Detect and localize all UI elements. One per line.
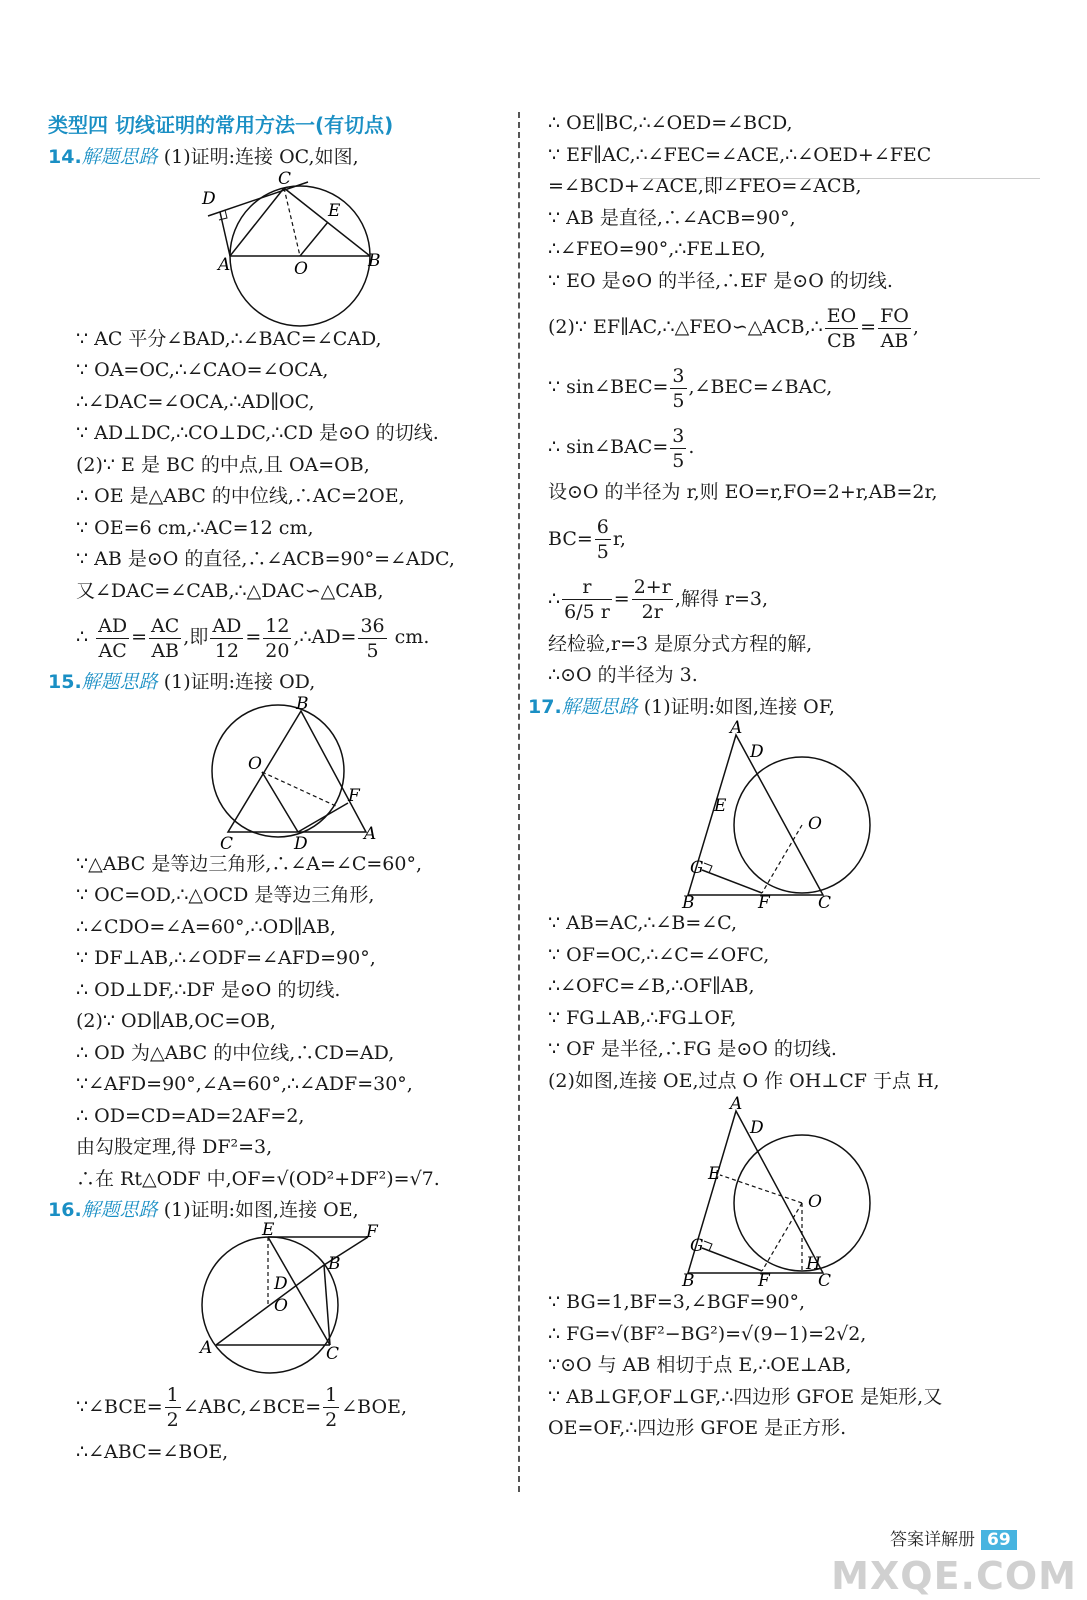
q14-figure: [198, 168, 381, 324]
q17-line3-1: ∴ FG=√(BF²−BG²)=√(9−1)=2√2,: [548, 1322, 867, 1345]
q17-fig2-E: E: [708, 1164, 721, 1184]
q16-p2-eq: =: [860, 316, 877, 338]
q15-line-5: ∴ OD⊥DF,∴DF 是⊙O 的切线.: [76, 978, 341, 1001]
q17-fig2-A: A: [730, 1094, 743, 1114]
q16-label: 解题思路: [81, 1199, 158, 1221]
q14-final-unit: cm.: [388, 626, 430, 648]
q14-fig-B: B: [368, 250, 381, 271]
q17-fig2-O: O: [808, 1192, 822, 1212]
q17-fig2-D: D: [750, 1118, 764, 1138]
q15-figure: [198, 693, 398, 854]
q15-label: 解题思路: [81, 671, 158, 693]
q16-eqn-end: ,解得 r=3,: [674, 587, 769, 610]
q16-fig-O: O: [274, 1295, 288, 1316]
q17-line3-3: ∵ AB⊥GF,OF⊥GF,∴四边形 GFOE 是矩形,又: [548, 1385, 943, 1408]
q15-fig-A: A: [364, 823, 377, 844]
q17-heading: [528, 692, 1048, 724]
q16-number: 16.: [48, 1199, 82, 1221]
q14-frac-4-num: 12: [265, 614, 290, 637]
q17-line2-4: ∵ OF 是半径,∴FG 是⊙O 的切线.: [548, 1038, 837, 1060]
q16-bc-end: r,: [612, 527, 626, 550]
q17-fig2-F: F: [758, 1271, 770, 1291]
footer-text: 答案详解册: [890, 1530, 975, 1550]
q16-p2-frac-2: [878, 304, 911, 353]
q17-line3-0: ∵ BG=1,BF=3,∠BGF=90°,: [548, 1291, 806, 1313]
q16-sin1: [548, 357, 1048, 417]
q17-fig2-G: G: [690, 1236, 704, 1256]
q14-line-1: ∵ AC 平分∠BAD,∴∠BAC=∠CAD,: [76, 327, 382, 350]
q16-eqn-pre: ∴: [548, 587, 561, 610]
q14-frac-5-den: 5: [366, 639, 379, 662]
q17-line2-5: (2)如图,连接 OE,过点 O 作 OH⊥CF 于点 H,: [548, 1069, 940, 1092]
q16-bc-frac: [595, 515, 611, 564]
q14-line-6: ∴ OE 是△ABC 的中位线,∴AC=2OE,: [76, 485, 405, 507]
q16-fig-F: F: [366, 1221, 378, 1242]
q14-number: 14.: [48, 146, 82, 168]
q14-heading: [48, 142, 498, 174]
q16-after-1: ∴⊙O 的半径为 3.: [548, 664, 698, 686]
q14-final-ji: ,即: [183, 626, 209, 648]
q14-line-0: (1)证明:连接 OC,如图,: [163, 146, 359, 168]
q14-line-3: ∴∠DAC=∠OCA,∴AD∥OC,: [76, 390, 315, 413]
q15-line-4: ∵ DF⊥AB,∴∠ODF=∠AFD=90°,: [76, 947, 376, 969]
q16-fig-C: C: [326, 1343, 340, 1364]
q16-fig-B: B: [328, 1253, 341, 1274]
q15-line-11: ∴在 Rt△ODF 中,OF=√(OD²+DF²)=√7.: [76, 1167, 440, 1190]
q16-fig-E: E: [262, 1219, 275, 1240]
q17-number: 17.: [528, 695, 562, 718]
q16-bce-frac-1-den: 2: [166, 1409, 179, 1431]
q16-p2: [548, 297, 1048, 357]
q17-line3-4: OE=OF,∴四边形 GFOE 是正方形.: [548, 1417, 847, 1439]
q15-line-6: (2)∵ OD∥AB,OC=OB,: [76, 1010, 276, 1032]
q14-fig-C: C: [278, 168, 292, 189]
q17-fig2-C: C: [818, 1271, 832, 1291]
q17-fig1-O: O: [808, 814, 822, 834]
q17-fig1-D: D: [750, 742, 764, 762]
q17-fig1-F: F: [758, 893, 770, 913]
q16-sin1-den: 5: [672, 389, 685, 412]
q16-set: 设⊙O 的半径为 r,则 EO=r,FO=2+r,AB=2r,: [548, 481, 938, 503]
q14-frac-4-den: 20: [265, 639, 290, 662]
q16-figure: [198, 1219, 408, 1377]
q16-sin1-frac: [670, 364, 686, 413]
q17-line2-0: ∵ AB=AC,∴∠B=∠C,: [548, 912, 738, 934]
q17-line-0: (1)证明:如图,连接 OF,: [643, 695, 835, 718]
q15-fig-D: D: [294, 833, 308, 854]
q15-line-0: (1)证明:连接 OD,: [163, 671, 316, 693]
q15-line-10: 由勾股定理,得 DF²=3,: [76, 1136, 273, 1158]
q16-bce: [48, 1377, 498, 1437]
q16-p2-pre: (2)∵ EF∥AC,∴△FEO∽△ACB,∴: [548, 316, 823, 338]
q16-bc-den: 5: [596, 541, 609, 563]
q16-p2-frac-1-den: CB: [827, 329, 856, 352]
q16-bce-frac-1: [165, 1383, 181, 1432]
q14-frac-1: [96, 614, 129, 663]
q16-bce-mid: ∠ABC,∠BCE=: [182, 1395, 322, 1418]
q14-frac-2: [149, 614, 181, 663]
q16-r-line-0: ∴ OE∥BC,∴∠OED=∠BCD,: [548, 112, 793, 134]
q15-line-9: ∴ OD=CD=AD=2AF=2,: [76, 1104, 305, 1127]
q16-r-line-3: ∵ AB 是直径,∴∠ACB=90°,: [548, 206, 796, 229]
page-footer: [890, 1525, 1017, 1550]
q15-fig-F: F: [348, 785, 360, 806]
q17-line2-3: ∵ FG⊥AB,∴FG⊥OF,: [548, 1006, 737, 1029]
q14-frac-4: [263, 614, 291, 663]
q16-bc-num: 6: [596, 516, 609, 538]
q17-line3-2: ∵⊙O 与 AB 相切于点 E,∴OE⊥AB,: [548, 1354, 852, 1376]
q16-p2-frac-1-num: EO: [826, 304, 857, 327]
q17-line2-1: ∵ OF=OC,∴∠C=∠OFC,: [548, 943, 770, 966]
q14-frac-1-num: AD: [98, 614, 128, 637]
watermark: MXQE.COM: [831, 1554, 1077, 1598]
q17-line2-2: ∴∠OFC=∠B,∴OF∥AB,: [548, 975, 755, 997]
q14-final-then: ,∴AD=: [293, 626, 357, 648]
q16-r-line-2: =∠BCD+∠ACE,即∠FEO=∠ACB,: [548, 175, 862, 197]
q16-sin2-num: 3: [672, 424, 685, 447]
q15-line-8: ∵∠AFD=90°,∠A=60°,∴∠ADF=30°,: [76, 1073, 413, 1095]
q16-bce-frac-2-den: 2: [325, 1409, 338, 1431]
q16-eqn-frac-1: [562, 575, 612, 624]
q16-after-0: 经检验,r=3 是原分式方程的解,: [548, 632, 813, 655]
q16-sin2-pre: ∴ sin∠BAC=: [548, 436, 669, 458]
q14-fig-O: O: [294, 258, 308, 279]
q14-frac-1-den: AC: [98, 639, 127, 662]
q17-figure-2: [668, 1094, 868, 1291]
q16-eqn-frac-1-num: r: [562, 575, 612, 600]
q17-fig1-G: G: [690, 858, 704, 878]
q15-line-1: ∵△ABC 是等边三角形,∴∠A=∠C=60°,: [76, 852, 423, 875]
q16-eqn-frac-2: [632, 575, 673, 624]
q16-sin2-end: .: [688, 436, 695, 458]
q15-line-2: ∵ OC=OD,∴△OCD 是等边三角形,: [76, 884, 375, 906]
q16-r-line-4: ∴∠FEO=90°,∴FE⊥EO,: [548, 238, 766, 260]
q14-frac-3-den: 12: [214, 639, 239, 662]
q16-p2-frac-1: [825, 304, 858, 353]
q16-bce-frac-1-num: 1: [166, 1384, 179, 1406]
q14-frac-3-num: AD: [212, 614, 242, 637]
q16-eqn: [548, 569, 1048, 629]
q16-p2-frac-2-den: AB: [880, 329, 909, 352]
q17-fig2-B: B: [682, 1271, 695, 1291]
q16-bce-frac-2: [323, 1383, 339, 1432]
q16-eqn-frac-2-num: 2+r: [633, 576, 671, 598]
q16-bc: [548, 509, 1048, 569]
q17-figure-1: [668, 718, 868, 913]
q15-heading: [48, 667, 498, 699]
q14-line-5: (2)∵ E 是 BC 的中点,且 OA=OB,: [76, 453, 370, 476]
q16-after-left: ∴∠ABC=∠BOE,: [76, 1440, 229, 1463]
q17-fig1-A: A: [730, 718, 743, 738]
q17-fig2-H: H: [806, 1254, 821, 1274]
q16-r-line-1: ∵ EF∥AC,∴∠FEC=∠ACE,∴∠OED+∠FEC: [548, 143, 932, 166]
q17-fig1-B: B: [682, 893, 695, 913]
q14-label: 解题思路: [81, 146, 158, 168]
q14-final: ∴ $\frac{AD}{AC}$ = $\frac{AC}{AB}$ ,即 $\frac{AD}{12}$ = $\frac{12}{20}$ ,∴AD= $\frac{36}{5}$ cm.: [76, 614, 430, 662]
q16-sin2-den: 5: [672, 449, 685, 472]
q16-sin1-end: ,∠BEC=∠BAC,: [688, 376, 833, 398]
q16-bce-frac-2-num: 1: [325, 1384, 338, 1406]
q16-eqn-frac-2-den: 2r: [641, 601, 663, 623]
q14-frac-2-num: AC: [151, 614, 180, 637]
q14-final-therefore: ∴: [76, 626, 89, 648]
q15-fig-C: C: [220, 833, 234, 854]
q15-number: 15.: [48, 671, 82, 693]
page-number: 69: [981, 1530, 1017, 1550]
q14-fig-A: A: [218, 254, 231, 275]
q16-bc-pre: BC=: [548, 527, 593, 550]
q16-sin1-num: 3: [672, 364, 685, 387]
q14-line-9: 又∠DAC=∠CAB,∴△DAC∽△CAB,: [76, 579, 384, 602]
q14-fig-D: D: [202, 188, 216, 209]
q15-fig-B: B: [296, 693, 309, 714]
q14-line-4: ∵ AD⊥DC,∴CO⊥DC,∴CD 是⊙O 的切线.: [76, 422, 439, 444]
q16-sin1-pre: ∵ sin∠BEC=: [548, 376, 669, 398]
q14-frac-5: [358, 614, 386, 663]
section-title: 类型四 切线证明的常用方法一(有切点): [48, 113, 394, 137]
q16-p2-end: ,: [912, 316, 919, 338]
q14-line-2: ∵ OA=OC,∴∠CAO=∠OCA,: [76, 359, 329, 381]
q17-label: 解题思路: [561, 695, 638, 718]
q17-fig1-C: C: [818, 893, 832, 913]
q16-bce-end: ∠BOE,: [341, 1395, 407, 1418]
left-column: [48, 108, 498, 1468]
q16-p2-frac-2-num: FO: [880, 304, 909, 327]
q16-sin2: [548, 417, 1048, 477]
q16-line-0: (1)证明:如图,连接 OE,: [163, 1199, 359, 1221]
q16-eqn-eq: =: [613, 587, 630, 610]
q14-frac-2-den: AB: [151, 639, 179, 662]
right-column: [528, 108, 1048, 1445]
q14-frac-3: [210, 614, 243, 663]
q16-fig-A: A: [200, 1337, 213, 1358]
q14-frac-5-num: 36: [360, 614, 385, 637]
q14-line-7: ∵ OE=6 cm,∴AC=12 cm,: [76, 516, 314, 539]
q14-line-8: ∵ AB 是⊙O 的直径,∴∠ACB=90°=∠ADC,: [76, 548, 455, 570]
q15-line-7: ∴ OD 为△ABC 的中位线,∴CD=AD,: [76, 1041, 395, 1064]
q16-eqn-frac-1-den: 6/5 r: [564, 601, 610, 623]
q16-fig-D: D: [274, 1273, 288, 1294]
q15-line-3: ∴∠CDO=∠A=60°,∴OD∥AB,: [76, 915, 336, 938]
q16-bce-pre: ∵∠BCE=: [76, 1395, 163, 1418]
q16-r-line-5: ∵ EO 是⊙O 的半径,∴EF 是⊙O 的切线.: [548, 269, 893, 292]
q15-fig-O: O: [248, 753, 262, 774]
q17-fig1-E: E: [714, 796, 727, 816]
q14-fig-E: E: [328, 200, 341, 221]
q14-final-eq: =: [131, 626, 148, 648]
column-divider: [518, 112, 520, 1492]
q16-sin2-frac: [670, 424, 686, 473]
